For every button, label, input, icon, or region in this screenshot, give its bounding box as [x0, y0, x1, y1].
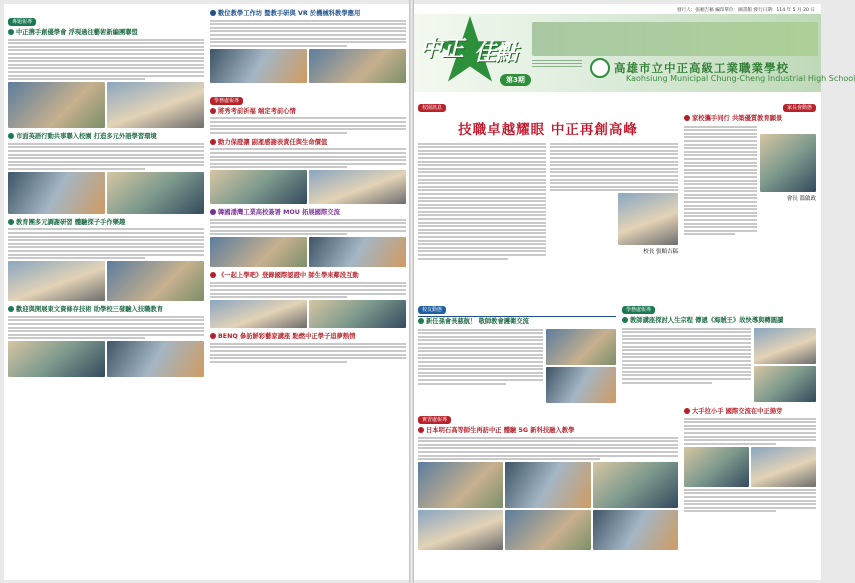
left-column-1	[8, 8, 204, 576]
article-body	[8, 39, 204, 81]
article-photo	[754, 328, 816, 364]
photo-row	[8, 341, 204, 377]
bullet-icon	[210, 10, 216, 16]
article-photo	[546, 367, 616, 403]
article-8	[210, 208, 406, 267]
article-title: 韓國潘灣工業高校簽署 MOU 拓展國際交流	[210, 208, 406, 217]
article-photo	[107, 172, 204, 214]
article-photo	[505, 462, 590, 508]
article-body	[210, 20, 406, 47]
article-body	[210, 219, 406, 235]
school-emblem-icon	[590, 58, 610, 78]
article-photo	[309, 170, 406, 204]
article-title: 教師講座探討人生宗程 傳遞《海賊王》故快導與轉圓讀	[622, 316, 816, 325]
article-photo	[8, 261, 105, 301]
photo-row	[8, 261, 204, 301]
article-9	[210, 271, 406, 328]
publisher-line: 發行人：張順吉稿 編印單位：圖書館 發行日期：114 年 5 月 20 日	[676, 8, 815, 13]
photo-row	[210, 170, 406, 204]
article-title: 新任孫會長慈航！ 敬師教會護衛交流	[418, 316, 616, 326]
article-photo	[418, 462, 503, 508]
chairman-photo	[760, 134, 816, 192]
article-photo	[210, 49, 307, 83]
bullet-icon	[210, 209, 216, 215]
article-body	[684, 418, 816, 445]
teacher-section	[622, 296, 816, 404]
article-title: 大手拉小手 國際交流在中正揚芽	[684, 407, 816, 416]
article-title: 將秀考前祈福 端定考前心情	[210, 107, 406, 116]
headline: 技職卓越耀眼 中正再創高峰	[458, 122, 638, 138]
bullet-icon	[210, 272, 216, 278]
article-body	[210, 148, 406, 168]
international-section	[684, 406, 816, 576]
section-tag-family: 家長會動態	[783, 104, 816, 112]
article-title: 日本明石高等師生再訪中正 體驗 5G 新科技融入教學	[418, 426, 678, 435]
lead-story	[418, 94, 678, 294]
article-photo	[107, 341, 204, 377]
bullet-icon	[210, 333, 216, 339]
bullet-icon	[418, 318, 424, 324]
article-photo	[593, 462, 678, 508]
section-tag-alumni: 校友動態	[418, 306, 446, 314]
left-page	[4, 4, 409, 580]
article-photo	[8, 82, 105, 128]
article-title: 市面英語行動共事聯入校園 打造多元外語學習環境	[8, 132, 204, 141]
article-body	[418, 437, 678, 461]
article-body	[210, 282, 406, 298]
article-body	[8, 228, 204, 259]
article-5	[210, 9, 406, 83]
photo-row	[8, 82, 204, 128]
article-photo	[210, 237, 307, 267]
photo-row	[210, 49, 406, 83]
article-7	[210, 138, 406, 205]
article-photo	[309, 49, 406, 83]
article-title: 家校攜手同行 共築優質教育願景	[684, 114, 816, 123]
article-photo	[107, 261, 204, 301]
article-title: 《一起上學吧》登錄國際認證中 師生學來鄰段互動	[210, 271, 406, 280]
article-photo	[751, 447, 816, 487]
article-photo	[418, 510, 503, 550]
bullet-icon	[8, 219, 14, 225]
bullet-icon	[684, 408, 690, 414]
lead-body	[418, 141, 678, 261]
school-contact	[532, 58, 582, 69]
section-tag-school: 校園訊息	[418, 104, 446, 112]
article-4	[8, 305, 204, 377]
section-tag-practice: 實習處報導	[418, 416, 451, 424]
article-photo	[754, 366, 816, 402]
article-photo	[8, 341, 105, 377]
article-body	[8, 316, 204, 340]
section-tag-teacher: 學務處報導	[210, 97, 243, 105]
article-photo	[210, 300, 307, 328]
article-title: 動力保證讓 副產感謝表責任與生命價值	[210, 138, 406, 147]
masthead	[414, 14, 855, 92]
article-photo	[505, 510, 590, 550]
bullet-icon	[8, 306, 14, 312]
bullet-icon	[8, 29, 14, 35]
article-6	[210, 107, 406, 134]
article-3	[8, 218, 204, 301]
photo-row	[210, 300, 406, 328]
principal-signature: 校長 張順吉稿	[643, 249, 678, 256]
chairman-signature: 會長 溫啟政	[786, 196, 816, 202]
bullet-icon	[210, 108, 216, 114]
bullet-icon	[418, 427, 424, 433]
article-photo	[593, 510, 678, 550]
article-title: BENQ 參訪鮮彩藝家講座 點燃中正學子追夢熱情	[210, 332, 406, 341]
school-name-en: Kaohsiung Municipal Chung-Cheng Industrial High School	[626, 74, 855, 83]
article-photo	[684, 447, 749, 487]
masthead-banner	[532, 22, 818, 56]
alumni-section	[418, 296, 616, 404]
article-10	[210, 332, 406, 363]
masthead-title-2: 佳點	[474, 41, 519, 66]
section-tag-counsel: 學務處報導	[622, 306, 655, 314]
article-photo	[107, 82, 204, 128]
school-name: 高雄市立中正高級工業職業學校	[614, 61, 789, 75]
article-2	[8, 132, 204, 214]
bullet-icon	[8, 133, 14, 139]
article-photo	[309, 237, 406, 267]
right-page	[414, 4, 855, 580]
section-tag-special: 專題報導	[8, 18, 36, 26]
bullet-icon	[622, 317, 628, 323]
bullet-icon	[684, 115, 690, 121]
article-photo	[546, 329, 616, 365]
article-body	[8, 143, 204, 170]
photo-row	[210, 237, 406, 267]
article-title: 教育團多元調謝研習 體驗探子手作樂趣	[8, 218, 204, 227]
article-body	[210, 117, 406, 133]
principal-photo	[618, 193, 678, 245]
photo-row	[8, 172, 204, 214]
masthead-title-1: 中正	[420, 37, 465, 62]
article-title: 歡迎與開展東文資條存技術 助學校三發驗入技職教育	[8, 305, 204, 314]
article-photo	[8, 172, 105, 214]
article-photo	[210, 170, 307, 204]
article-title: 中正携手創優學會 浮現過往藝術新編團聯盟	[8, 28, 204, 37]
practice-section	[418, 406, 678, 576]
family-column	[684, 94, 816, 294]
article-title: 數位教學工作坊 暨教手研與 VR 於機械科教學應用	[210, 9, 406, 18]
bullet-icon	[210, 139, 216, 145]
article-body	[210, 343, 406, 363]
left-column-2	[210, 8, 406, 576]
issue-number: 第3期	[500, 74, 531, 86]
article-1	[8, 28, 204, 128]
article-photo	[309, 300, 406, 328]
